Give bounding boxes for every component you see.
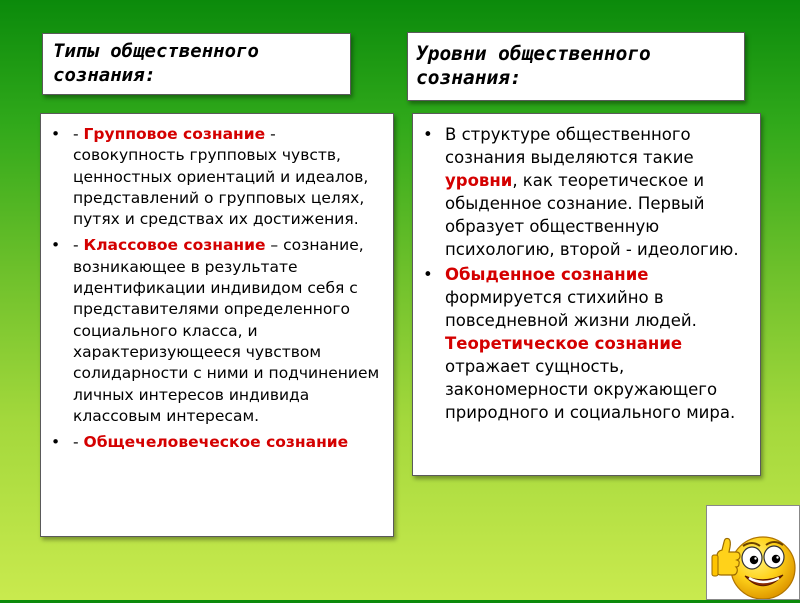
item-text: отражает сущность, закономерности окружающего природного и социального мира. (445, 357, 736, 422)
list-item-levels-intro (421, 123, 754, 261)
left-content-box (40, 113, 394, 537)
term-class-consciousness: Классовое сознание (83, 236, 266, 255)
thumbs-up-smiley-icon (707, 506, 799, 599)
bullet: • (51, 236, 61, 255)
list-item-ordinary-theoretical (421, 263, 754, 424)
bullet: • (51, 125, 61, 143)
bullet: • (51, 433, 61, 452)
right-heading-box (407, 32, 745, 101)
levels-list (421, 123, 754, 424)
term-ordinary-consciousness: Обыденное сознание (445, 265, 649, 284)
item-text: , как теоретическое и обыденное сознание. Первый образует общественную психологию, второй - идеологию. (445, 171, 739, 259)
right-content-box (412, 113, 761, 476)
left-heading: Типы общественного сознания: (53, 40, 259, 86)
bullet: • (423, 265, 433, 284)
bullet: • (423, 125, 433, 144)
term-levels: уровни (445, 171, 513, 190)
left-heading-box (42, 33, 351, 95)
item-text: В структуре общественного сознания выделяются такие (445, 125, 694, 167)
item-prefix: - (73, 125, 84, 143)
item-prefix: - (73, 236, 84, 255)
smiley-card (706, 505, 800, 600)
term-universal-consciousness: Общечеловеческое сознание (83, 433, 349, 452)
term-theoretical-consciousness: Теоретическое сознание (445, 334, 683, 353)
list-item-group-consciousness (49, 124, 387, 230)
item-text: – сознание, возникающее в результате идентификации индивидом себя с представителями определенного социального класса, и характеризующееся чувством солидарности с ними и подчинением личных интересов индивида классовым интересам. (73, 236, 380, 425)
right-heading: Уровни общественного сознания: (416, 42, 651, 89)
term-group-consciousness: Групповое сознание (83, 125, 266, 143)
list-item-class-consciousness (49, 235, 387, 427)
list-item-universal-consciousness (49, 432, 387, 453)
item-text: формируется стихийно в повседневной жизни людей. (445, 288, 697, 330)
item-text: - совокупность групповых чувств, ценностных ориентаций и идеалов, представлений о групповых целях, путях и средствах их достижения. (73, 125, 369, 229)
types-list (49, 124, 387, 453)
item-prefix: - (73, 433, 84, 452)
